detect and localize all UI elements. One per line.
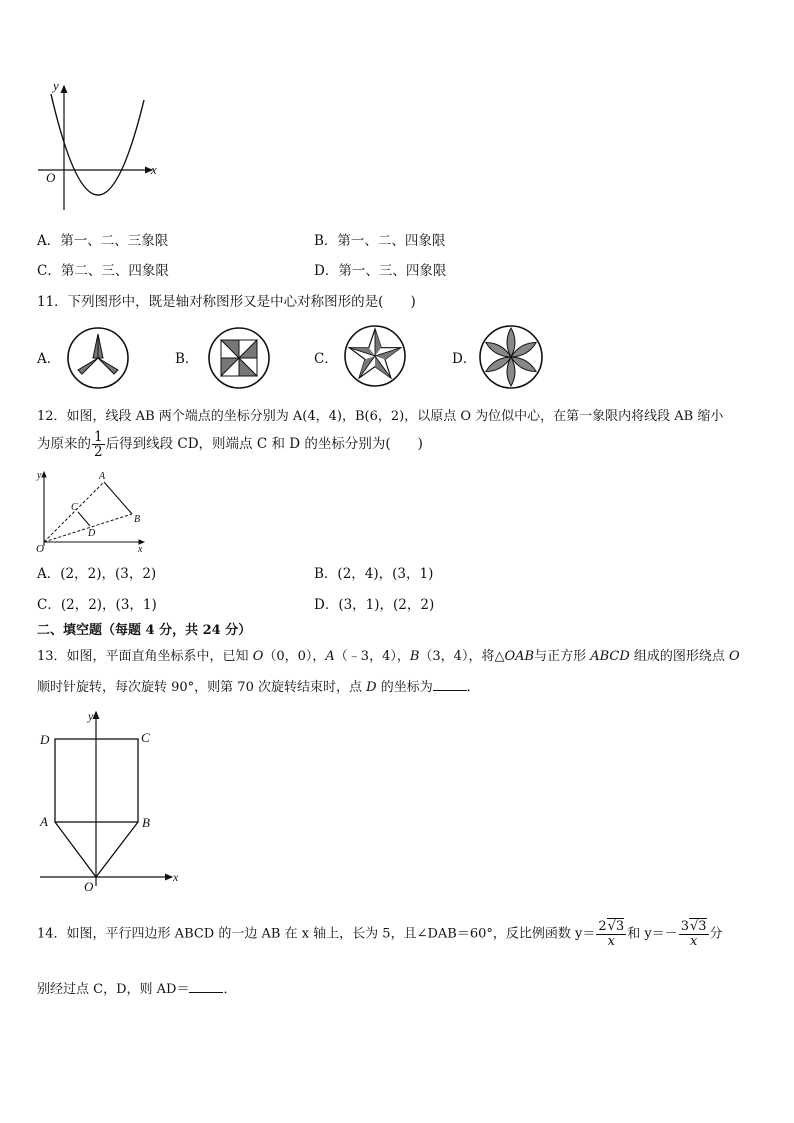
q13-figure	[34, 708, 184, 894]
fraction-2root3-over-x: $\frac{2√3}{x}$	[598, 919, 625, 949]
option-text: (2，2)，(3，2)	[60, 566, 157, 582]
q10-parabola-graph	[34, 78, 164, 216]
svg-text:B: B	[142, 815, 150, 830]
segment-ab	[104, 482, 132, 514]
option-text: 第一、二、三象限	[60, 233, 169, 249]
option-letter: B．	[314, 233, 338, 249]
svg-text:B: B	[134, 514, 141, 525]
q12-option-b[interactable]	[314, 562, 433, 582]
q14-line2: 别经过点 C，D，则 AD＝ ．	[37, 982, 237, 997]
svg-text:y: y	[37, 470, 42, 481]
star-circle-icon[interactable]	[343, 324, 407, 388]
q12-line2-pre: 为原来的	[37, 436, 91, 453]
origin-label: O	[46, 170, 56, 185]
parabola-curve	[51, 94, 144, 195]
q12-line2-post: 后得到线段 CD，则端点 C 和 D 的坐标分别为( )	[105, 436, 423, 453]
x-label: x	[151, 162, 157, 177]
svg-text:x: x	[173, 870, 179, 884]
tri-blade-circle-icon[interactable]	[66, 326, 130, 390]
q12-option-a[interactable]	[37, 562, 156, 582]
svg-text:A: A	[99, 471, 106, 482]
q13-line1: 13．如图，平面直角坐标系中，已知 O（0，0），A（﹣3，4），B（3，4），将△OAB与正方形 ABCD 组成的图形绕点 O	[37, 649, 740, 664]
q12-figure	[34, 466, 154, 556]
option-text: 第一、三、四象限	[338, 263, 447, 279]
q12-line2	[37, 430, 423, 459]
svg-text:D: D	[40, 732, 50, 747]
q11-option-d-label[interactable]: D．	[452, 351, 477, 367]
svg-text:A: A	[40, 814, 48, 829]
option-letter: D．	[314, 597, 339, 613]
option-letter: A．	[37, 233, 61, 249]
answer-blank[interactable]	[189, 980, 223, 993]
q10-option-c[interactable]	[37, 259, 169, 279]
q12-line1: 12．如图，线段 AB 两个端点的坐标分别为 A(4，4)，B(6，2)，以原点 O 为位似中心，在第一象限内将线段 AB 缩小	[37, 409, 724, 424]
option-text: 第二、三、四象限	[60, 263, 169, 279]
svg-text:C: C	[71, 502, 78, 513]
option-letter: A．	[37, 566, 61, 582]
q13-line2: 顺时针旋转，每次旋转 90°，则第 70 次旋转结束时，点 D 的坐标为 ．	[37, 680, 480, 695]
q11-option-a-label[interactable]: A．	[37, 351, 61, 367]
q10-option-a[interactable]	[37, 229, 168, 249]
svg-text:D: D	[88, 528, 96, 539]
option-text: (2，2)，(3，1)	[60, 597, 157, 613]
option-text: (2，4)，(3，1)	[337, 566, 434, 582]
one-half-fraction: $\frac{1}{2}$	[94, 429, 103, 461]
option-letter: D．	[314, 263, 339, 279]
svg-text:y: y	[88, 709, 94, 723]
fraction-3root3-over-x: $\frac{3√3}{x}$	[680, 919, 707, 949]
q12-option-d[interactable]	[314, 593, 434, 613]
q11-stem: 11．下列图形中，既是轴对称图形又是中心对称图形的是( )	[37, 294, 416, 310]
pinwheel-circle-icon[interactable]	[207, 326, 271, 390]
section-title: 二、填空题（每题 4 分，共 24 分）	[37, 623, 252, 638]
q10-option-d[interactable]	[314, 259, 446, 279]
q12-option-c[interactable]	[37, 593, 157, 613]
flower-circle-icon[interactable]	[478, 324, 544, 390]
answer-blank[interactable]	[433, 678, 467, 691]
svg-text:O: O	[36, 543, 44, 555]
option-letter: C．	[37, 263, 61, 279]
segment-cd	[78, 512, 90, 526]
q11-option-c-label[interactable]: C．	[314, 351, 338, 367]
y-label: y	[53, 78, 59, 93]
svg-text:C: C	[141, 730, 150, 745]
q14-line1: 14．如图，平行四边形 ABCD 的一边 AB 在 x 轴上，长为 5，且∠DAB＝60°，反比例函数 y＝ $\frac{2√3}{x}$ 和 y＝－ $\frac{3√3}{x}$ 分	[37, 919, 723, 949]
option-letter: C．	[37, 597, 61, 613]
svg-text:O: O	[84, 879, 94, 894]
q10-option-b[interactable]	[314, 229, 445, 249]
svg-text:x: x	[138, 544, 143, 555]
q11-option-b-label[interactable]: B．	[175, 351, 199, 367]
option-text: 第一、二、四象限	[337, 233, 446, 249]
option-letter: B．	[314, 566, 338, 582]
option-text: (3，1)，(2，2)	[338, 597, 435, 613]
